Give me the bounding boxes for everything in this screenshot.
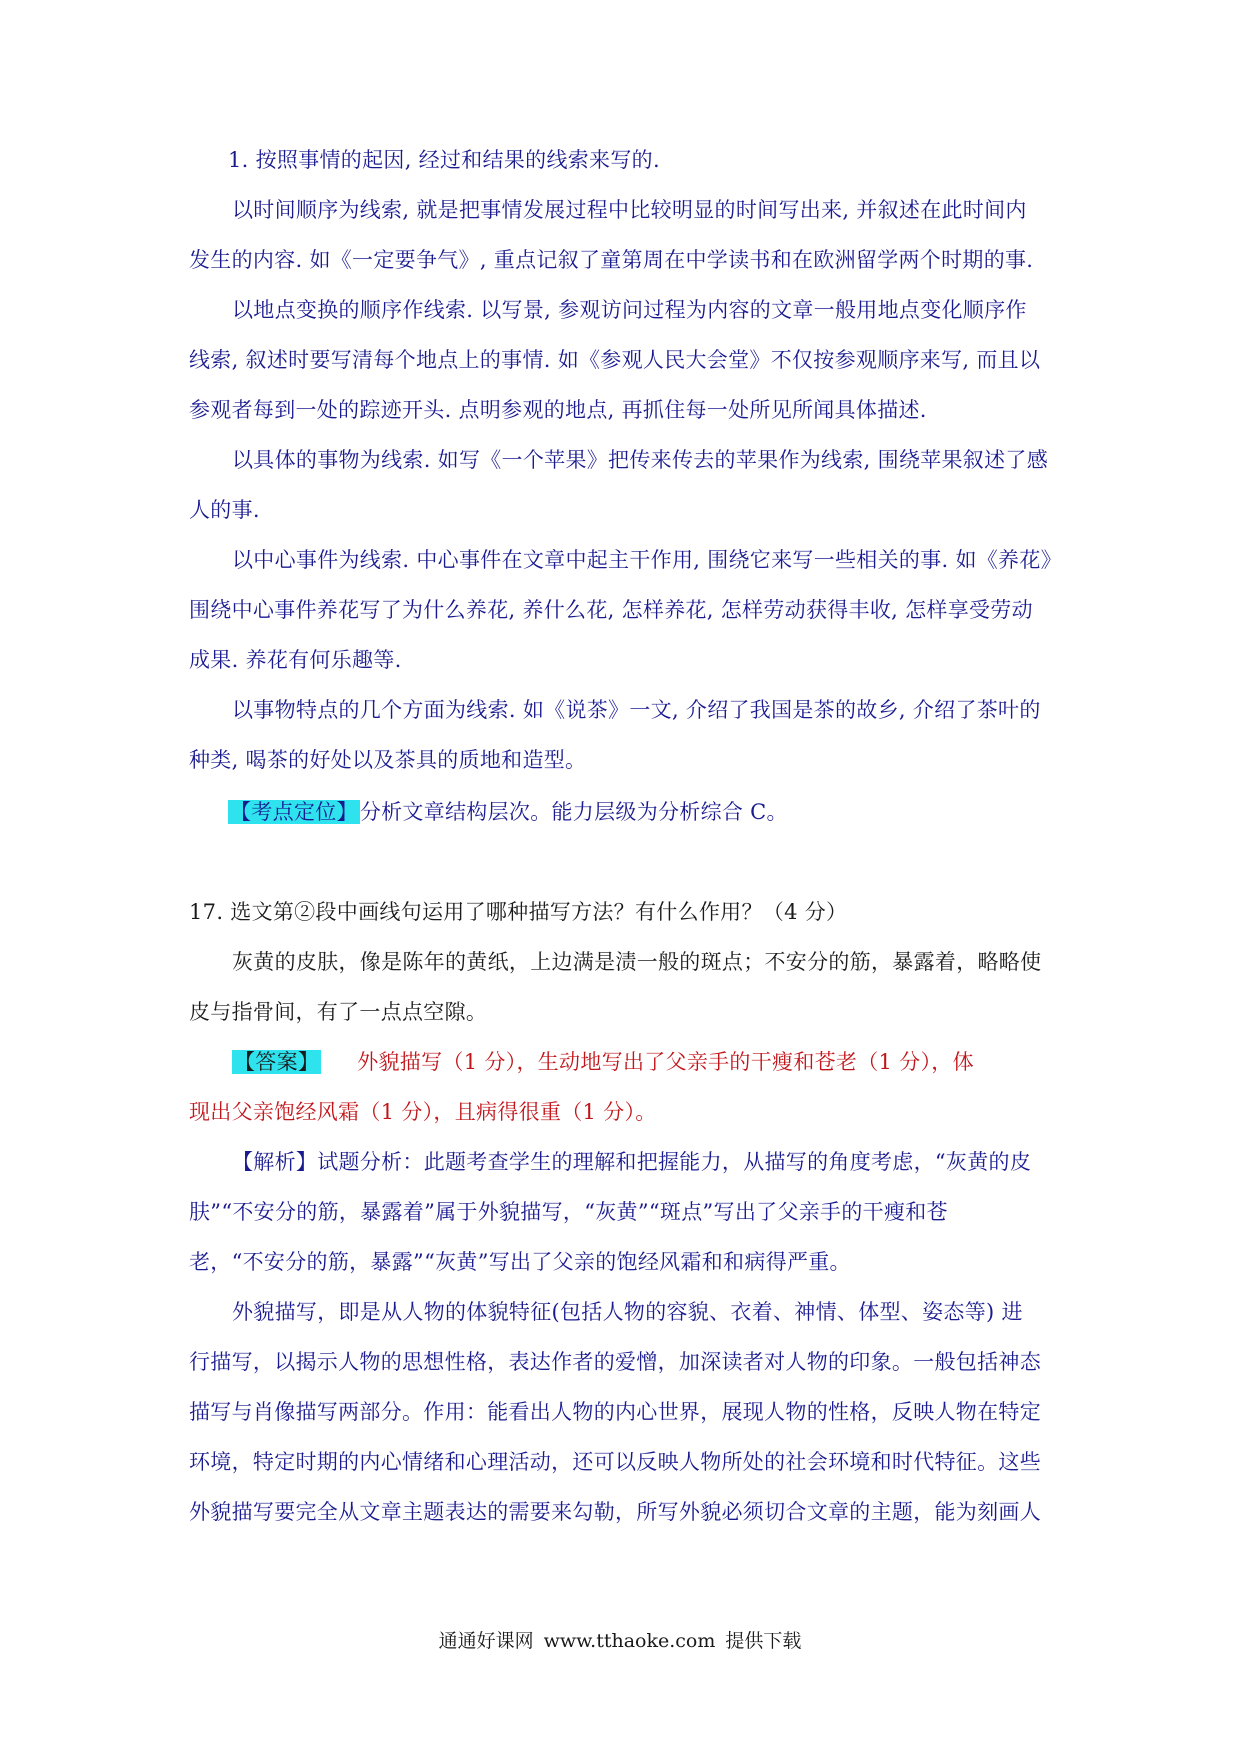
analysis-tag: 【解析】 [232, 1150, 318, 1174]
paragraph-line: 以具体的事物为线索. 如写《一个苹果》把传来传去的苹果作为线索, 围绕苹果叙述了感 [232, 448, 1048, 472]
explanation-line: 外貌描写要完全从文章主题表达的需要来勾勒，所写外貌必须切合文章的主题，能为刻画人 [189, 1500, 1041, 1524]
page-footer [0, 1627, 1240, 1655]
analysis-line: 肤”“不安分的筋，暴露着”属于外貌描写，“灰黄”“斑点”写出了父亲手的干瘦和苍 [189, 1200, 948, 1224]
explanation-line: 外貌描写，即是从人物的体貌特征(包括人物的容貌、衣着、神情、体型、姿态等) 进 [232, 1300, 1023, 1324]
paragraph-line: 线索, 叙述时要写清每个地点上的事情. 如《参观人民大会堂》不仅按参观顺序来写, 而且以 [189, 348, 1041, 372]
explanation-line: 行描写，以揭示人物的思想性格，表达作者的爱憎，加深读者对人物的印象。一般包括神态 [189, 1350, 1041, 1374]
paragraph-line: 发生的内容. 如《一定要争气》, 重点记叙了童第周在中学读书和在欧洲留学两个时期的事. [189, 248, 1034, 272]
quote-line: 皮与指骨间，有了一点点空隙。 [189, 1000, 488, 1024]
paragraph-line: 以地点变换的顺序作线索. 以写景, 参观访问过程为内容的文章一般用地点变化顺序作 [232, 298, 1027, 322]
footer-site-name: 通通好课网 [438, 1630, 534, 1652]
footer-suffix: 提供下载 [725, 1630, 802, 1652]
answer-line: 现出父亲饱经风霜（1 分），且病得很重（1 分）。 [189, 1100, 657, 1124]
footer-url[interactable]: www.tthaoke.com [543, 1630, 716, 1652]
analysis-row [232, 1147, 1031, 1177]
answer-row [232, 1047, 974, 1077]
answer-tag: 【答案】 [234, 1050, 320, 1074]
kaodian-tag: 【考点定位】 [230, 800, 358, 824]
section-heading: 1. 按照事情的起因, 经过和结果的线索来写的. [228, 148, 660, 172]
paragraph-line: 以时间顺序为线索, 就是把事情发展过程中比较明显的时间写出来, 并叙述在此时间内 [232, 198, 1027, 222]
kaodian-text: 分析文章结构层次。能力层级为分析综合 C。 [359, 800, 788, 824]
paragraph-line: 种类, 喝茶的好处以及茶具的质地和造型。 [189, 748, 587, 772]
paragraph-line: 以中心事件为线索. 中心事件在文章中起主干作用, 围绕它来写一些相关的事. 如《养花》 [232, 548, 1062, 572]
quote-line: 灰黄的皮肤，像是陈年的黄纸，上边满是渍一般的斑点；不安分的筋，暴露着，略略使 [232, 950, 1042, 974]
analysis-text: 试题分析：此题考查学生的理解和把握能力，从描写的角度考虑，“灰黄的皮 [317, 1150, 1032, 1174]
analysis-line: 老，“不安分的筋，暴露”“灰黄”写出了父亲的饱经风霜和和病得严重。 [189, 1250, 851, 1274]
explanation-line: 环境，特定时期的内心情绪和心理活动，还可以反映人物所处的社会环境和时代特征。这些 [189, 1450, 1041, 1474]
paragraph-line: 以事物特点的几个方面为线索. 如《说茶》一文, 介绍了我国是茶的故乡, 介绍了茶叶的 [232, 698, 1041, 722]
answer-text: 外貌描写（1 分），生动地写出了父亲手的干瘦和苍老（1 分），体 [357, 1050, 974, 1074]
paragraph-line: 参观者每到一处的踪迹开头. 点明参观的地点, 再抓住每一处所见所闻具体描述. [189, 398, 927, 422]
explanation-line: 描写与肖像描写两部分。作用：能看出人物的内心世界，展现人物的性格，反映人物在特定 [189, 1400, 1041, 1424]
paragraph-line: 成果. 养花有何乐趣等. [189, 648, 402, 672]
kaodian-row [228, 797, 788, 827]
question-title: 17. 选文第②段中画线句运用了哪种描写方法？有什么作用？（4 分） [189, 900, 848, 924]
paragraph-line: 围绕中心事件养花写了为什么养花, 养什么花, 怎样养花, 怎样劳动获得丰收, 怎样享受劳动 [189, 598, 1033, 622]
paragraph-line: 人的事. [189, 498, 260, 522]
